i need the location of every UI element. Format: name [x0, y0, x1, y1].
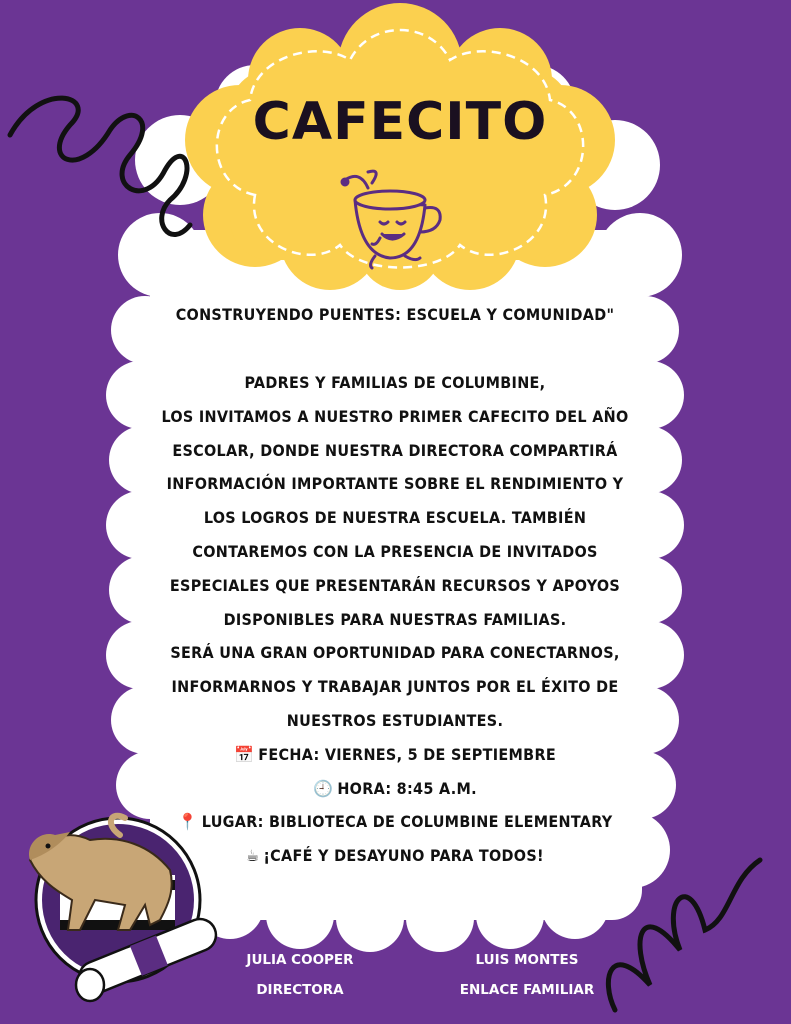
- detail-food: [150, 839, 640, 873]
- calendar-icon: 📅: [234, 744, 255, 764]
- detail-time: [150, 772, 640, 806]
- detail-food-text: ¡CAFÉ Y DESAYUNO PARA TODOS!: [263, 846, 544, 866]
- location-pin-icon: 📍: [177, 812, 198, 832]
- footer-left-name: JULIA COOPER: [246, 952, 354, 968]
- body-line: INFORMACIÓN IMPORTANTE SOBRE EL RENDIMIENTO Y: [166, 474, 624, 494]
- body-line: DISPONIBLES PARA NUESTRAS FAMILIAS.: [223, 609, 567, 629]
- page-title: CAFECITO: [252, 92, 548, 152]
- body-line: PADRES Y FAMILIAS DE COLUMBINE,: [244, 373, 546, 392]
- coffee-icon: ☕: [246, 846, 260, 866]
- body-line: ESPECIALES QUE PRESENTARÁN RECURSOS Y APOYOS: [169, 575, 621, 595]
- body-line: NUESTROS ESTUDIANTES.: [286, 710, 504, 730]
- detail-time-text: HORA: 8:45 A.M.: [337, 778, 477, 798]
- body-line: ESCOLAR, DONDE NUESTRA DIRECTORA COMPARTIRÁ: [172, 440, 618, 460]
- body-line: INFORMARNOS Y TRABAJAR JUNTOS POR EL ÉXITO DE: [171, 677, 619, 697]
- body-line: CONTAREMOS CON LA PRESENCIA DE INVITADOS: [192, 541, 598, 561]
- invitation-body: [150, 366, 640, 738]
- body-line: LOS LOGROS DE NUESTRA ESCUELA. TAMBIÉN: [203, 508, 587, 528]
- body-line: LOS INVITAMOS A NUESTRO PRIMER CAFECITO DEL AÑO: [161, 406, 629, 426]
- detail-date: [150, 738, 640, 772]
- body-line: SERÁ UNA GRAN OPORTUNIDAD PARA CONECTARNOS,: [170, 643, 620, 663]
- flyer-content: [150, 298, 640, 873]
- event-details: [150, 738, 640, 873]
- detail-location: [150, 805, 640, 839]
- footer-right-role: ENLACE FAMILIAR: [459, 982, 595, 998]
- detail-date-text: FECHA: VIERNES, 5 DE SEPTIEMBRE: [258, 744, 556, 764]
- clock-icon: 🕘: [313, 778, 334, 798]
- footer-left-role: DIRECTORA: [256, 982, 344, 998]
- subtitle: CONSTRUYENDO PUENTES: ESCUELA Y COMUNIDAD": [175, 305, 615, 324]
- footer-right-name: LUIS MONTES: [475, 952, 579, 968]
- detail-location-text: LUGAR: BIBLIOTECA DE COLUMBINE ELEMENTARY: [201, 812, 613, 832]
